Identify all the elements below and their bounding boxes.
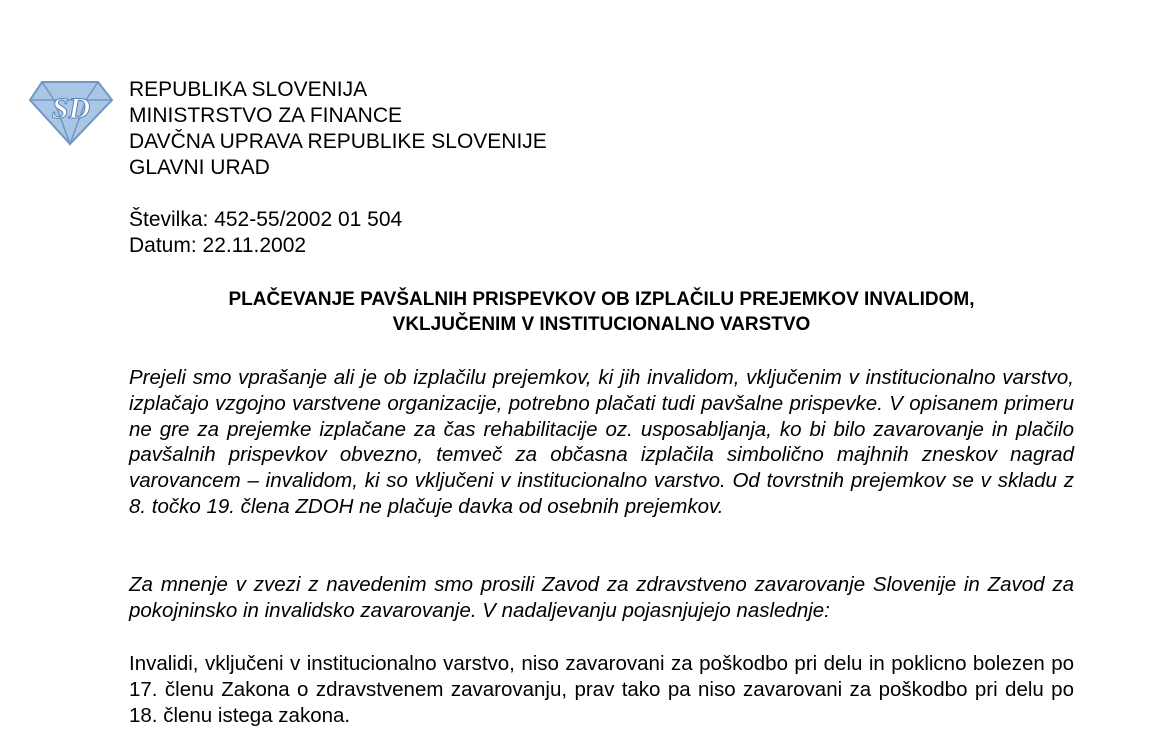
paragraph-question: Prejeli smo vprašanje ali je ob izplačilu prejemkov, ki jih invalidom, vključenim v institucionalno varstvo, izplačajo vzgojno varstvene organizacije, potrebno plačati tudi pavšalne prispevke. V opisanem primeru ne gre za prejemke izplačane za čas rehabilitacije oz. usposabljanja, ko bi bilo zavarovanje in plačilo pavšalnih prispevkov obvezno, temveč za občasna izplačila simbolično majhnih zneskov nagrad varovancem – invalidom, ki so vključeni v institucionalno varstvo. Od tovrstnih prejemkov se v skladu z 8. točko 19. člena ZDOH ne plačuje davka od osebnih prejemkov.: [129, 366, 1074, 518]
paragraph-opinion-request: Za mnenje v zvezi z navedenim smo prosili Zavod za zdravstveno zavarovanje Slovenije in Zavod za pokojninsko in invalidsko zavarovanje. V nadaljevanju pojasnjujejo naslednje:: [129, 573, 1074, 622]
institution-header: [129, 77, 547, 181]
document-meta: [129, 207, 402, 259]
paragraph-answer: Invalidi, vključeni v institucionalno varstvo, niso zavarovani za poškodbo pri delu in poklicno bolezen po 17. členu Zakona o zdravstvenem zavarovanju, prav tako pa niso zavarovani za poškodbo pri delu po 18. členu istega zakona.: [129, 652, 1074, 727]
title-line-2: VKLJUČENIM V INSTITUCIONALNO VARSTVO: [392, 314, 811, 335]
header-line-main-office: GLAVNI URAD: [129, 156, 270, 179]
title-line-1: PLAČEVANJE PAVŠALNIH PRISPEVKOV OB IZPLAČILU PREJEMKOV INVALIDOM,: [228, 289, 975, 310]
header-line-republic: REPUBLIKA SLOVENIJA: [129, 78, 368, 101]
header-line-ministry: MINISTRSTVO ZA FINANCE: [129, 104, 403, 127]
svg-text:SD: SD: [51, 92, 91, 125]
document-date: Datum: 22.11.2002: [129, 234, 307, 257]
durs-logo-icon: [28, 78, 114, 148]
document-number: Številka: 452-55/2002 01 504: [129, 208, 403, 231]
document-title: [129, 287, 1074, 337]
header-line-tax-office: DAVČNA UPRAVA REPUBLIKE SLOVENIJE: [129, 130, 547, 153]
